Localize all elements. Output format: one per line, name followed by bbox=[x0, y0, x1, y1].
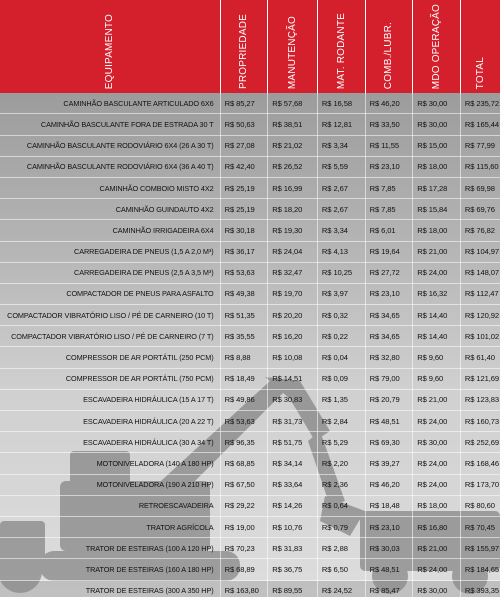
mdo-operacao-cell: R$ 18,00 bbox=[413, 220, 461, 241]
comb-lubr-cell: R$ 33,50 bbox=[365, 114, 413, 135]
propriedade-cell: R$ 49,86 bbox=[220, 389, 268, 410]
table-row bbox=[0, 262, 500, 283]
table-row bbox=[0, 432, 500, 453]
total-cell: R$ 104,97 bbox=[460, 241, 500, 262]
propriedade-cell: R$ 70,23 bbox=[220, 538, 268, 559]
comb-lubr-cell: R$ 85,47 bbox=[365, 580, 413, 601]
total-cell: R$ 155,97 bbox=[460, 538, 500, 559]
header-label: TOTAL bbox=[474, 56, 486, 90]
header-mdo-operacao bbox=[413, 0, 461, 93]
mdo-operacao-cell: R$ 21,00 bbox=[413, 538, 461, 559]
mat-rodante-cell: R$ 1,35 bbox=[317, 389, 365, 410]
mdo-operacao-cell: R$ 18,00 bbox=[413, 495, 461, 516]
manutencao-cell: R$ 19,70 bbox=[268, 283, 318, 304]
mat-rodante-cell: R$ 5,29 bbox=[317, 432, 365, 453]
propriedade-cell: R$ 19,00 bbox=[220, 516, 268, 537]
manutencao-cell: R$ 16,20 bbox=[268, 326, 318, 347]
equipment-name-cell: CAMINHÃO BASCULANTE ARTICULADO 6X6 bbox=[0, 93, 220, 114]
table-header-row bbox=[0, 0, 500, 93]
comb-lubr-cell: R$ 46,20 bbox=[365, 474, 413, 495]
mat-rodante-cell: R$ 16,58 bbox=[317, 93, 365, 114]
mat-rodante-cell: R$ 2,67 bbox=[317, 177, 365, 198]
mat-rodante-cell: R$ 24,52 bbox=[317, 580, 365, 601]
mat-rodante-cell: R$ 10,25 bbox=[317, 262, 365, 283]
table-row bbox=[0, 114, 500, 135]
table-row bbox=[0, 93, 500, 114]
table-body bbox=[0, 93, 500, 601]
comb-lubr-cell: R$ 34,65 bbox=[365, 305, 413, 326]
mat-rodante-cell: R$ 3,97 bbox=[317, 283, 365, 304]
propriedade-cell: R$ 85,27 bbox=[220, 93, 268, 114]
comb-lubr-cell: R$ 7,85 bbox=[365, 199, 413, 220]
table-row bbox=[0, 347, 500, 368]
total-cell: R$ 61,40 bbox=[460, 347, 500, 368]
equipment-name-cell: CAMINHÃO COMBOIO MISTO 4X2 bbox=[0, 177, 220, 198]
propriedade-cell: R$ 96,35 bbox=[220, 432, 268, 453]
manutencao-cell: R$ 20,20 bbox=[268, 305, 318, 326]
comb-lubr-cell: R$ 11,55 bbox=[365, 135, 413, 156]
mat-rodante-cell: R$ 5,59 bbox=[317, 156, 365, 177]
manutencao-cell: R$ 31,73 bbox=[268, 411, 318, 432]
header-comb-lubr bbox=[365, 0, 413, 93]
total-cell: R$ 69,76 bbox=[460, 199, 500, 220]
mat-rodante-cell: R$ 0,64 bbox=[317, 495, 365, 516]
mdo-operacao-cell: R$ 30,00 bbox=[413, 114, 461, 135]
propriedade-cell: R$ 68,85 bbox=[220, 453, 268, 474]
manutencao-cell: R$ 57,68 bbox=[268, 93, 318, 114]
manutencao-cell: R$ 30,83 bbox=[268, 389, 318, 410]
propriedade-cell: R$ 51,35 bbox=[220, 305, 268, 326]
total-cell: R$ 69,98 bbox=[460, 177, 500, 198]
comb-lubr-cell: R$ 23,10 bbox=[365, 156, 413, 177]
total-cell: R$ 115,60 bbox=[460, 156, 500, 177]
mdo-operacao-cell: R$ 24,00 bbox=[413, 559, 461, 580]
table-row bbox=[0, 283, 500, 304]
comb-lubr-cell: R$ 48,51 bbox=[365, 559, 413, 580]
comb-lubr-cell: R$ 46,20 bbox=[365, 93, 413, 114]
mdo-operacao-cell: R$ 14,40 bbox=[413, 326, 461, 347]
manutencao-cell: R$ 21,02 bbox=[268, 135, 318, 156]
comb-lubr-cell: R$ 18,48 bbox=[365, 495, 413, 516]
table-row bbox=[0, 368, 500, 389]
total-cell: R$ 184,65 bbox=[460, 559, 500, 580]
total-cell: R$ 121,69 bbox=[460, 368, 500, 389]
propriedade-cell: R$ 35,55 bbox=[220, 326, 268, 347]
comb-lubr-cell: R$ 79,00 bbox=[365, 368, 413, 389]
table-row bbox=[0, 220, 500, 241]
header-total bbox=[460, 0, 500, 93]
propriedade-cell: R$ 67,50 bbox=[220, 474, 268, 495]
manutencao-cell: R$ 16,99 bbox=[268, 177, 318, 198]
mdo-operacao-cell: R$ 16,80 bbox=[413, 516, 461, 537]
manutencao-cell: R$ 10,08 bbox=[268, 347, 318, 368]
table-row bbox=[0, 495, 500, 516]
total-cell: R$ 101,02 bbox=[460, 326, 500, 347]
equipment-name-cell: ESCAVADEIRA HIDRÁULICA (30 A 34 T) bbox=[0, 432, 220, 453]
equipment-name-cell: CAMINHÃO GUINDAUTO 4X2 bbox=[0, 199, 220, 220]
total-cell: R$ 168,46 bbox=[460, 453, 500, 474]
manutencao-cell: R$ 14,26 bbox=[268, 495, 318, 516]
equipment-name-cell: TRATOR AGRÍCOLA bbox=[0, 516, 220, 537]
mat-rodante-cell: R$ 0,79 bbox=[317, 516, 365, 537]
total-cell: R$ 160,73 bbox=[460, 411, 500, 432]
equipment-name-cell: COMPACTADOR VIBRATÓRIO LISO / PÉ DE CARNEIRO (10 T) bbox=[0, 305, 220, 326]
propriedade-cell: R$ 30,18 bbox=[220, 220, 268, 241]
manutencao-cell: R$ 32,47 bbox=[268, 262, 318, 283]
mdo-operacao-cell: R$ 24,00 bbox=[413, 262, 461, 283]
total-cell: R$ 173,70 bbox=[460, 474, 500, 495]
propriedade-cell: R$ 53,63 bbox=[220, 411, 268, 432]
equipment-name-cell: CAMINHÃO BASCULANTE RODOVIÁRIO 6X4 (26 A 30 T) bbox=[0, 135, 220, 156]
mdo-operacao-cell: R$ 30,00 bbox=[413, 580, 461, 601]
comb-lubr-cell: R$ 6,01 bbox=[365, 220, 413, 241]
propriedade-cell: R$ 42,40 bbox=[220, 156, 268, 177]
total-cell: R$ 120,92 bbox=[460, 305, 500, 326]
equipment-name-cell: RETROESCAVADEIRA bbox=[0, 495, 220, 516]
mat-rodante-cell: R$ 2,20 bbox=[317, 453, 365, 474]
mat-rodante-cell: R$ 2,36 bbox=[317, 474, 365, 495]
table-row bbox=[0, 516, 500, 537]
mdo-operacao-cell: R$ 18,00 bbox=[413, 156, 461, 177]
equipment-name-cell: TRATOR DE ESTEIRAS (160 A 180 HP) bbox=[0, 559, 220, 580]
mdo-operacao-cell: R$ 24,00 bbox=[413, 453, 461, 474]
mdo-operacao-cell: R$ 24,00 bbox=[413, 474, 461, 495]
manutencao-cell: R$ 10,76 bbox=[268, 516, 318, 537]
manutencao-cell: R$ 31,83 bbox=[268, 538, 318, 559]
equipment-name-cell: COMPRESSOR DE AR PORTÁTIL (750 PCM) bbox=[0, 368, 220, 389]
mdo-operacao-cell: R$ 24,00 bbox=[413, 411, 461, 432]
equipment-name-cell: CARREGADEIRA DE PNEUS (1,5 A 2,0 M³) bbox=[0, 241, 220, 262]
propriedade-cell: R$ 27,08 bbox=[220, 135, 268, 156]
total-cell: R$ 77,99 bbox=[460, 135, 500, 156]
propriedade-cell: R$ 163,80 bbox=[220, 580, 268, 601]
mat-rodante-cell: R$ 3,34 bbox=[317, 220, 365, 241]
equipment-name-cell: COMPRESSOR DE AR PORTÁTIL (250 PCM) bbox=[0, 347, 220, 368]
mat-rodante-cell: R$ 4,13 bbox=[317, 241, 365, 262]
table-row bbox=[0, 305, 500, 326]
mdo-operacao-cell: R$ 30,00 bbox=[413, 93, 461, 114]
equipment-name-cell: COMPACTADOR VIBRATÓRIO LISO / PÉ DE CARNEIRO (7 T) bbox=[0, 326, 220, 347]
header-label: COMB./LUBR. bbox=[383, 21, 395, 90]
propriedade-cell: R$ 36,17 bbox=[220, 241, 268, 262]
propriedade-cell: R$ 53,63 bbox=[220, 262, 268, 283]
equipment-name-cell: COMPACTADOR DE PNEUS PARA ASFALTO bbox=[0, 283, 220, 304]
manutencao-cell: R$ 33,64 bbox=[268, 474, 318, 495]
comb-lubr-cell: R$ 27,72 bbox=[365, 262, 413, 283]
total-cell: R$ 148,07 bbox=[460, 262, 500, 283]
equipment-name-cell: CARREGADEIRA DE PNEUS (2,5 A 3,5 M³) bbox=[0, 262, 220, 283]
mat-rodante-cell: R$ 0,32 bbox=[317, 305, 365, 326]
mdo-operacao-cell: R$ 14,40 bbox=[413, 305, 461, 326]
table-row bbox=[0, 389, 500, 410]
table-row bbox=[0, 474, 500, 495]
comb-lubr-cell: R$ 48,51 bbox=[365, 411, 413, 432]
comb-lubr-cell: R$ 32,80 bbox=[365, 347, 413, 368]
header-equipamento bbox=[0, 0, 220, 93]
mdo-operacao-cell: R$ 15,00 bbox=[413, 135, 461, 156]
mdo-operacao-cell: R$ 21,00 bbox=[413, 389, 461, 410]
total-cell: R$ 165,44 bbox=[460, 114, 500, 135]
mdo-operacao-cell: R$ 15,84 bbox=[413, 199, 461, 220]
manutencao-cell: R$ 38,51 bbox=[268, 114, 318, 135]
header-label: PROPRIEDADE bbox=[238, 14, 250, 90]
comb-lubr-cell: R$ 19,64 bbox=[365, 241, 413, 262]
total-cell: R$ 80,60 bbox=[460, 495, 500, 516]
propriedade-cell: R$ 29,22 bbox=[220, 495, 268, 516]
mdo-operacao-cell: R$ 9,60 bbox=[413, 347, 461, 368]
total-cell: R$ 252,69 bbox=[460, 432, 500, 453]
comb-lubr-cell: R$ 30,03 bbox=[365, 538, 413, 559]
total-cell: R$ 76,82 bbox=[460, 220, 500, 241]
header-label: MAT. RODANTE bbox=[335, 13, 347, 90]
table-row bbox=[0, 241, 500, 262]
header-label: MDO OPERAÇÃO bbox=[431, 4, 443, 90]
mat-rodante-cell: R$ 3,34 bbox=[317, 135, 365, 156]
manutencao-cell: R$ 24,04 bbox=[268, 241, 318, 262]
mat-rodante-cell: R$ 0,04 bbox=[317, 347, 365, 368]
comb-lubr-cell: R$ 7,85 bbox=[365, 177, 413, 198]
comb-lubr-cell: R$ 23,10 bbox=[365, 516, 413, 537]
manutencao-cell: R$ 36,75 bbox=[268, 559, 318, 580]
manutencao-cell: R$ 14,51 bbox=[268, 368, 318, 389]
mat-rodante-cell: R$ 0,09 bbox=[317, 368, 365, 389]
total-cell: R$ 112,47 bbox=[460, 283, 500, 304]
equipment-name-cell: TRATOR DE ESTEIRAS (100 A 120 HP) bbox=[0, 538, 220, 559]
propriedade-cell: R$ 25,19 bbox=[220, 199, 268, 220]
mdo-operacao-cell: R$ 30,00 bbox=[413, 432, 461, 453]
propriedade-cell: R$ 68,89 bbox=[220, 559, 268, 580]
comb-lubr-cell: R$ 20,79 bbox=[365, 389, 413, 410]
manutencao-cell: R$ 19,30 bbox=[268, 220, 318, 241]
manutencao-cell: R$ 89,55 bbox=[268, 580, 318, 601]
header-mat-rodante bbox=[317, 0, 365, 93]
propriedade-cell: R$ 50,63 bbox=[220, 114, 268, 135]
table-row bbox=[0, 177, 500, 198]
mdo-operacao-cell: R$ 16,32 bbox=[413, 283, 461, 304]
comb-lubr-cell: R$ 34,65 bbox=[365, 326, 413, 347]
header-label: MANUTENÇÃO bbox=[287, 16, 299, 90]
mdo-operacao-cell: R$ 9,60 bbox=[413, 368, 461, 389]
total-cell: R$ 235,72 bbox=[460, 93, 500, 114]
mat-rodante-cell: R$ 0,22 bbox=[317, 326, 365, 347]
mat-rodante-cell: R$ 6,50 bbox=[317, 559, 365, 580]
manutencao-cell: R$ 34,14 bbox=[268, 453, 318, 474]
manutencao-cell: R$ 18,20 bbox=[268, 199, 318, 220]
propriedade-cell: R$ 18,49 bbox=[220, 368, 268, 389]
table-row bbox=[0, 411, 500, 432]
equipment-name-cell: CAMINHÃO BASCULANTE FORA DE ESTRADA 30 T bbox=[0, 114, 220, 135]
table-row bbox=[0, 559, 500, 580]
header-propriedade bbox=[220, 0, 268, 93]
equipment-name-cell: ESCAVADEIRA HIDRÁULICA (15 A 17 T) bbox=[0, 389, 220, 410]
comb-lubr-cell: R$ 23,10 bbox=[365, 283, 413, 304]
mdo-operacao-cell: R$ 17,28 bbox=[413, 177, 461, 198]
comb-lubr-cell: R$ 39,27 bbox=[365, 453, 413, 474]
mat-rodante-cell: R$ 2,67 bbox=[317, 199, 365, 220]
mdo-operacao-cell: R$ 21,00 bbox=[413, 241, 461, 262]
table-row bbox=[0, 538, 500, 559]
mat-rodante-cell: R$ 2,88 bbox=[317, 538, 365, 559]
propriedade-cell: R$ 8,88 bbox=[220, 347, 268, 368]
header-manutencao bbox=[268, 0, 318, 93]
table-row bbox=[0, 135, 500, 156]
table-row bbox=[0, 580, 500, 601]
equipment-name-cell: ESCAVADEIRA HIDRÁULICA (20 A 22 T) bbox=[0, 411, 220, 432]
mat-rodante-cell: R$ 12,81 bbox=[317, 114, 365, 135]
total-cell: R$ 70,45 bbox=[460, 516, 500, 537]
equipment-name-cell: MOTONIVELADORA (140 A 180 HP) bbox=[0, 453, 220, 474]
header-label: EQUIPAMENTO bbox=[104, 14, 115, 90]
manutencao-cell: R$ 51,75 bbox=[268, 432, 318, 453]
table-row bbox=[0, 156, 500, 177]
total-cell: R$ 393,35 bbox=[460, 580, 500, 601]
equipment-name-cell: MOTONIVELADORA (190 A 210 HP) bbox=[0, 474, 220, 495]
table-row bbox=[0, 199, 500, 220]
propriedade-cell: R$ 25,19 bbox=[220, 177, 268, 198]
mat-rodante-cell: R$ 2,84 bbox=[317, 411, 365, 432]
table-row bbox=[0, 326, 500, 347]
table-row bbox=[0, 453, 500, 474]
total-cell: R$ 123,83 bbox=[460, 389, 500, 410]
equipment-name-cell: TRATOR DE ESTEIRAS (300 A 350 HP) bbox=[0, 580, 220, 601]
propriedade-cell: R$ 49,38 bbox=[220, 283, 268, 304]
equipment-name-cell: CAMINHÃO BASCULANTE RODOVIÁRIO 6X4 (36 A 40 T) bbox=[0, 156, 220, 177]
equipment-name-cell: CAMINHÃO IRRIGADEIRA 6X4 bbox=[0, 220, 220, 241]
comb-lubr-cell: R$ 69,30 bbox=[365, 432, 413, 453]
manutencao-cell: R$ 26,52 bbox=[268, 156, 318, 177]
